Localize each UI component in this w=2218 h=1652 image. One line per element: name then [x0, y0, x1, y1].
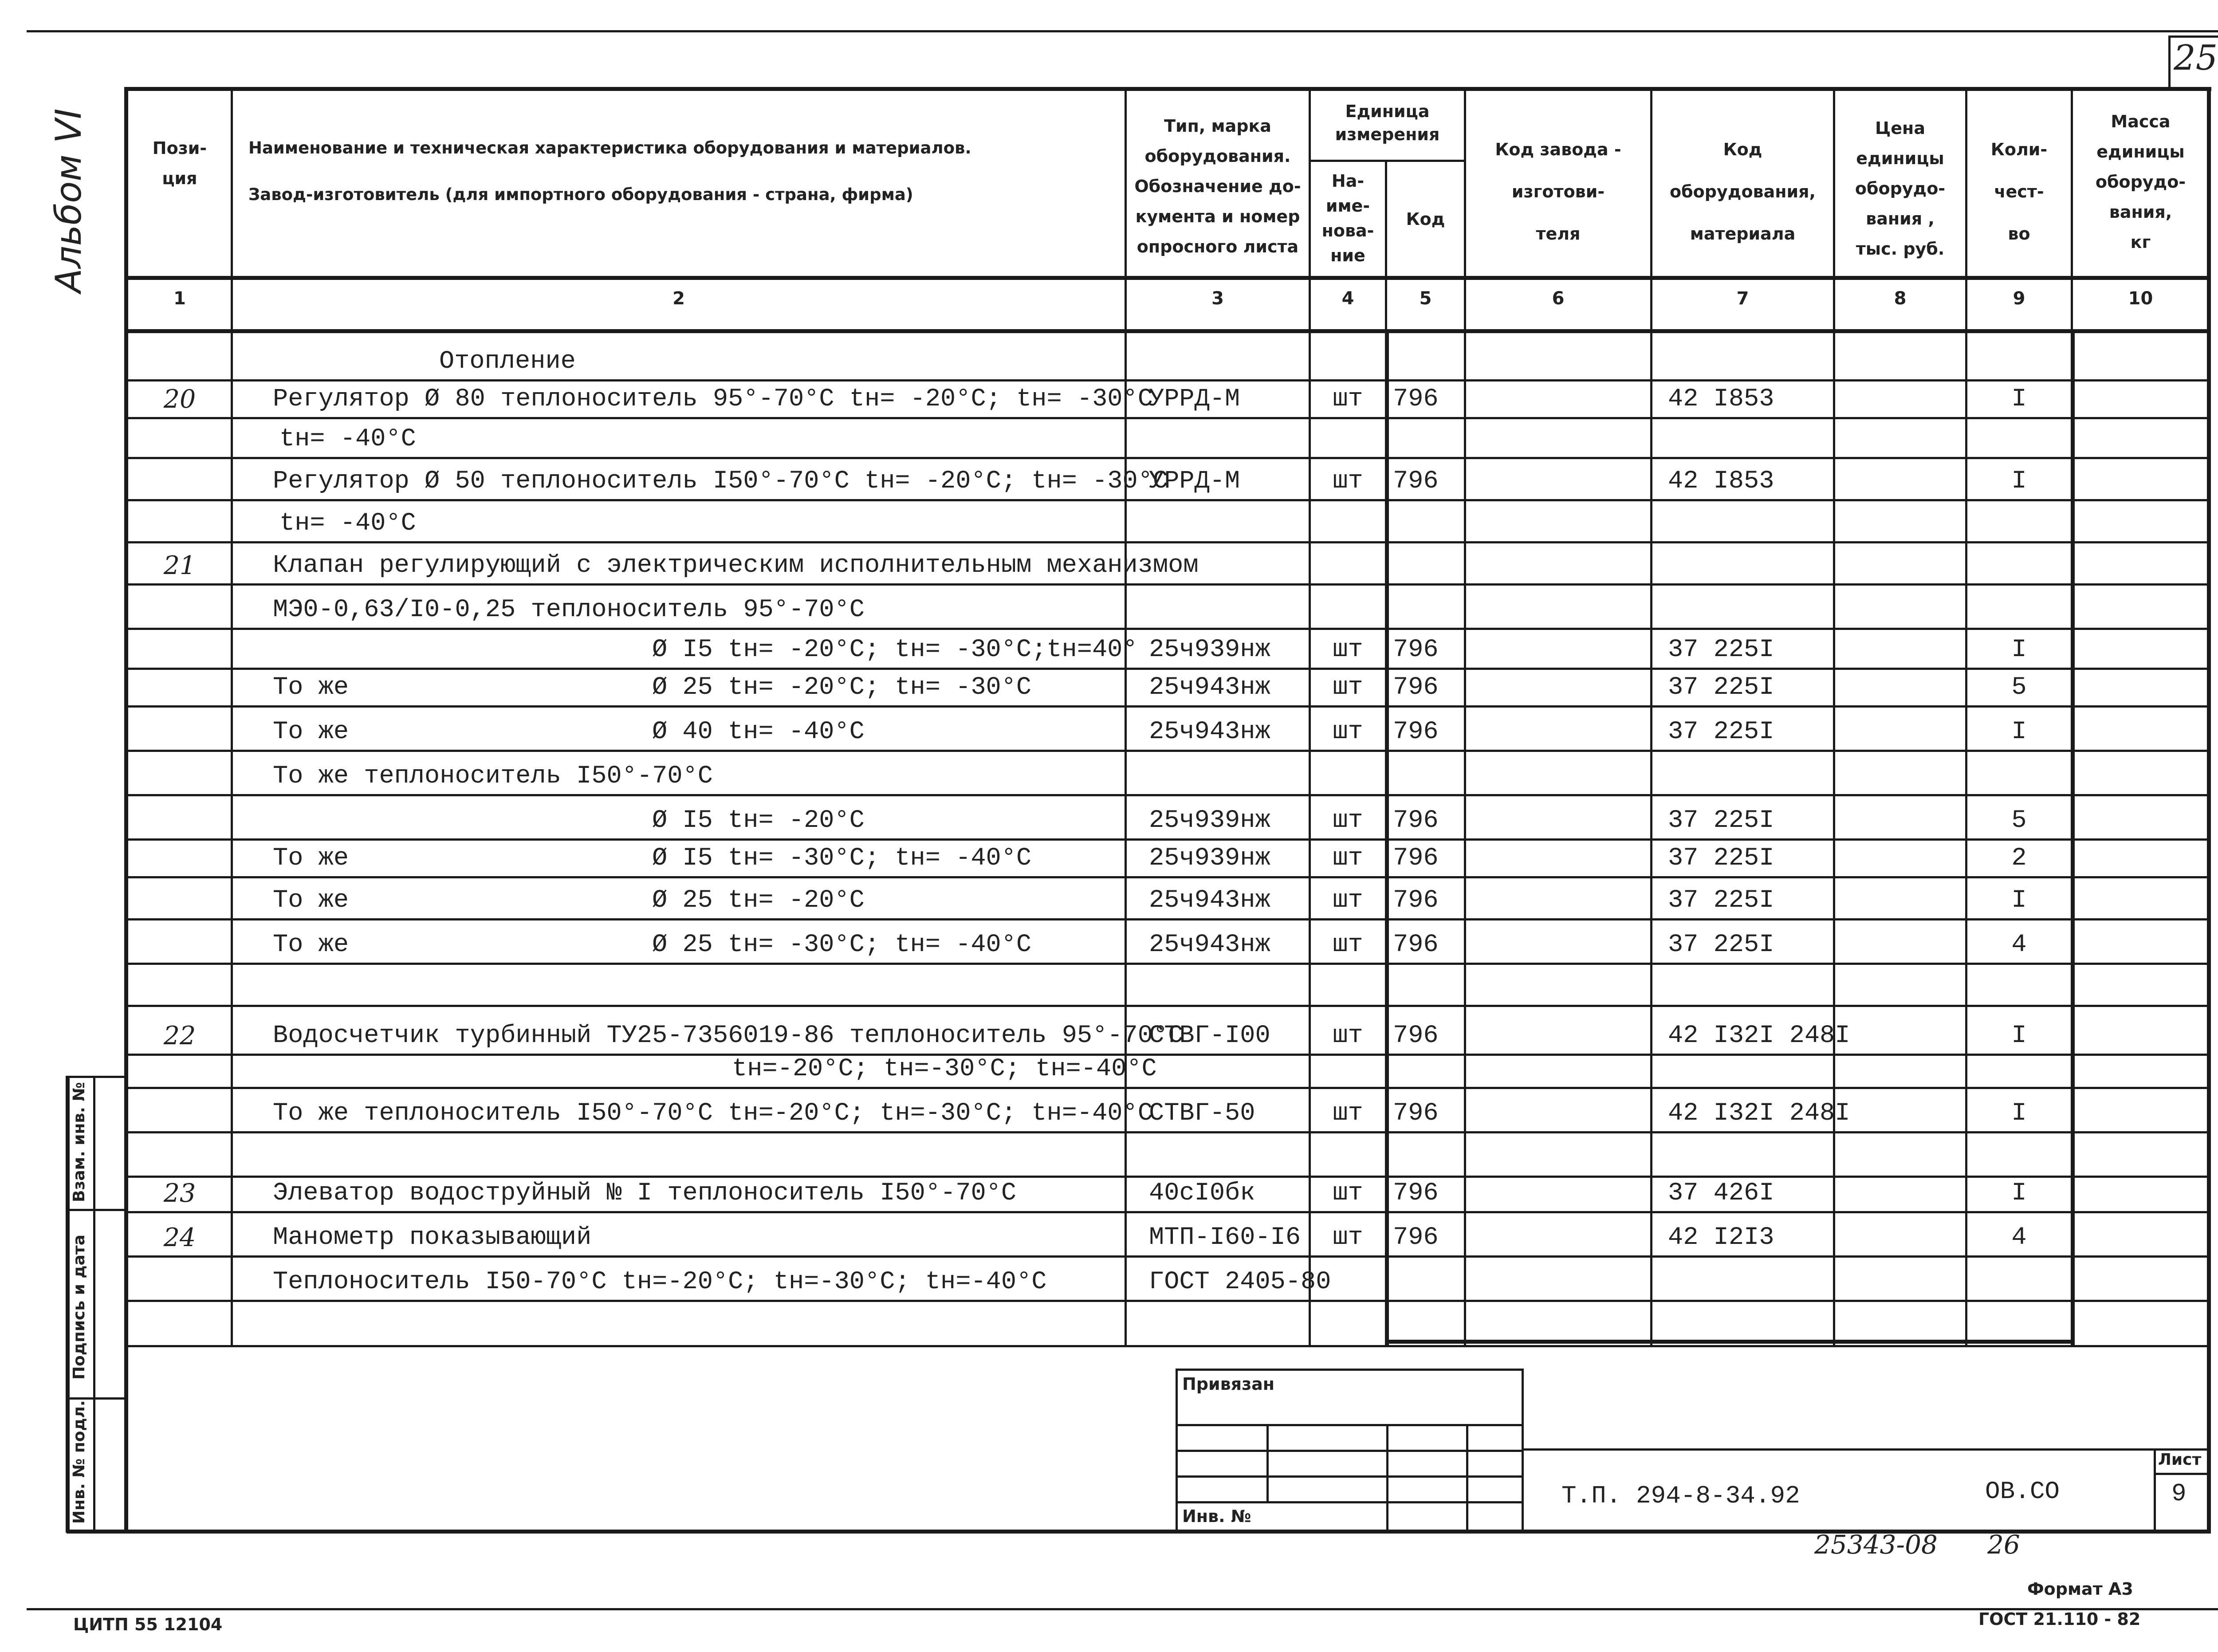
- table-row-position: 24: [163, 1223, 196, 1252]
- table-row-type: 25ч943нж: [1149, 886, 1270, 915]
- table-row-name: Теплоноситель I50-70°C tн=-20°C; tн=-30°C; tн=-40°C: [273, 1268, 1047, 1296]
- format-label: Формат А3: [2027, 1579, 2133, 1599]
- table-row-name: Регулятор Ø 50 теплоноситель I50°-70°C tн= -20°C; tн= -30°C: [273, 467, 1168, 496]
- header-quantity: Коли- чест- во: [1990, 140, 2048, 244]
- table-row-characteristic: Ø I5 tн= -20°C: [652, 806, 865, 835]
- table-row-characteristic: Ø 25 tн= -20°C; tн= -30°C: [652, 673, 1032, 702]
- table-row-unit: шт: [1333, 385, 1363, 413]
- sheet-number-box-top: [2168, 35, 2218, 38]
- archive-sheet: 26: [1987, 1530, 2020, 1560]
- table-row-equipment-code: 37 225I: [1668, 844, 1774, 873]
- table-row-unit: шт: [1333, 886, 1363, 915]
- table-row-type: 25ч943нж: [1149, 718, 1270, 746]
- table-row-characteristic: Ø I5 tн= -30°C; tн= -40°C: [652, 844, 1032, 873]
- stamp-privyazan: Привязан: [1182, 1374, 1275, 1394]
- table-row-separator: [126, 705, 2209, 708]
- table-row-unit-code: 796: [1393, 718, 1439, 746]
- table-row-quantity: 4: [2011, 1223, 2027, 1252]
- col-number-4: 4: [1341, 288, 1354, 309]
- table-row-unit-code: 796: [1393, 1022, 1439, 1050]
- table-row-equipment-code: 42 I2I3: [1668, 1223, 1774, 1252]
- table-row-position: 22: [163, 1021, 196, 1050]
- table-row-type: ГОСТ 2405-80: [1149, 1268, 1331, 1296]
- header-bottom: [126, 276, 2209, 280]
- stamp-col-1: [1266, 1424, 1269, 1501]
- album-label: Альбом VI: [48, 108, 89, 293]
- table-row-equipment-code: 37 426I: [1668, 1179, 1774, 1208]
- table-row-unit-code: 796: [1393, 1179, 1439, 1208]
- table-row-separator: [126, 838, 2209, 841]
- table-row-name: tн= -40°C: [279, 425, 416, 453]
- table-row-quantity: I: [2011, 636, 2027, 664]
- table-row-separator: [126, 750, 2209, 752]
- table-row-separator: [126, 1300, 2209, 1302]
- table-row-name: То же теплоноситель I50°-70°C: [273, 762, 713, 791]
- side-label-podpis: Подпись и дата: [70, 1235, 88, 1380]
- gost-label: ГОСТ 21.110 - 82: [1978, 1609, 2141, 1629]
- header-name-line1: Наименование и техническая характеристика оборудования и материалов.: [248, 138, 971, 157]
- doc-mark: ОВ.СО: [1985, 1477, 2060, 1506]
- stamp-inv-no: Инв. №: [1182, 1506, 1251, 1526]
- stamp-row-1: [1176, 1424, 1522, 1426]
- table-row-unit: шт: [1333, 467, 1363, 496]
- table-row-type: МТП-I60-I6: [1149, 1223, 1301, 1252]
- table-row-separator: [126, 457, 2209, 459]
- frame-left-border: [124, 87, 128, 1531]
- table-row-name: То же: [273, 886, 349, 915]
- table-row-unit: шт: [1333, 1022, 1363, 1050]
- table-row-equipment-code: 42 I32I 248I: [1668, 1099, 1850, 1128]
- table-row-unit-code: 796: [1393, 467, 1439, 496]
- table-row-unit: шт: [1333, 1223, 1363, 1252]
- doc-code-block-top: [1522, 1448, 2209, 1451]
- table-row-unit: шт: [1333, 806, 1363, 835]
- col-number-3: 3: [1211, 288, 1224, 309]
- table-row-type: УРРД-М: [1149, 467, 1240, 496]
- table-row-characteristic: Ø I5 tн= -20°C; tн= -30°C;tн=40°: [652, 636, 1138, 664]
- table-row-name: tн= -40°C: [279, 509, 416, 538]
- table-row-type: 25ч943нж: [1149, 931, 1270, 959]
- table-row-equipment-code: 42 I853: [1668, 467, 1774, 496]
- table-row-equipment-code: 37 225I: [1668, 886, 1774, 915]
- table-row-unit-code: 796: [1393, 844, 1439, 873]
- table-row-separator: [126, 628, 2209, 630]
- stamp-col-2: [1386, 1424, 1388, 1530]
- table-row-separator: [126, 499, 2209, 501]
- table-row-name: То же: [273, 844, 349, 873]
- sheet-number: 25: [2174, 38, 2218, 78]
- table-row-equipment-code: 37 225I: [1668, 636, 1774, 664]
- table-row-quantity: I: [2011, 718, 2027, 746]
- table-row-separator: [126, 1255, 2209, 1258]
- table-row-unit: шт: [1333, 718, 1363, 746]
- list-number: 9: [2171, 1479, 2187, 1508]
- table-row-unit-code: 796: [1393, 1099, 1439, 1128]
- side-strip-div1: [66, 1209, 126, 1211]
- table-row-quantity: 5: [2011, 673, 2027, 702]
- table-row-name: Регулятор Ø 80 теплоноситель 95°-70°C tн= -20°C; tн= -30°C: [273, 385, 1153, 413]
- table-row-separator: [126, 1131, 2209, 1133]
- table-row-unit: шт: [1333, 636, 1363, 664]
- header-unit-code: Код: [1406, 209, 1445, 229]
- table-row-unit: шт: [1333, 931, 1363, 959]
- header-position: Пози- ция: [152, 138, 207, 188]
- stamp-col-3: [1466, 1424, 1468, 1530]
- table-row-name: То же: [273, 718, 349, 746]
- table-row-type: 25ч939нж: [1149, 844, 1270, 873]
- table-row-name: Водосчетчик турбинный ТУ25-7356019-86 теплоноситель 95°-70°C: [273, 1022, 1184, 1050]
- table-row-characteristic: tн=-20°C; tн=-30°C; tн=-40°C: [732, 1055, 1157, 1083]
- side-strip-inner: [93, 1076, 95, 1533]
- table-row-type: 40сI0бк: [1149, 1179, 1255, 1208]
- side-strip-left: [66, 1076, 70, 1533]
- table-row-unit-code: 796: [1393, 636, 1439, 664]
- header-unit-name: На- име- нова- ние: [1321, 171, 1374, 265]
- table-row-quantity: 5: [2011, 806, 2027, 835]
- table-row-type: СТВГ-I00: [1149, 1022, 1270, 1050]
- side-label-inv-podl: Инв. № подл.: [70, 1400, 88, 1524]
- table-row-separator: [126, 918, 2209, 920]
- table-row-unit: шт: [1333, 673, 1363, 702]
- col-number-7: 7: [1736, 288, 1749, 309]
- col-number-1: 1: [173, 288, 186, 309]
- org-label: ЦИТП 55 12104: [73, 1615, 223, 1634]
- table-row-type: СТВГ-50: [1149, 1099, 1255, 1128]
- table-row-equipment-code: 37 225I: [1668, 718, 1774, 746]
- table-row-unit: шт: [1333, 1179, 1363, 1208]
- side-strip-div2: [66, 1397, 126, 1400]
- table-row-name: Манометр показывающий: [273, 1223, 592, 1252]
- table-row-name: Элеватор водоструйный № I теплоноситель I50°-70°C: [273, 1179, 1017, 1208]
- table-row-characteristic: Ø 25 tн= -30°C; tн= -40°C: [652, 931, 1032, 959]
- side-label-vzam: Взам. инв. №: [70, 1082, 88, 1202]
- data-area-bottom-thick: [1385, 1340, 2075, 1344]
- doc-code: Т.П. 294-8-34.92: [1561, 1482, 1800, 1510]
- table-row-equipment-code: 42 I32I 248I: [1668, 1022, 1850, 1050]
- table-row-type: 25ч939нж: [1149, 636, 1270, 664]
- table-row-quantity: I: [2011, 1022, 2027, 1050]
- table-row-quantity: I: [2011, 1099, 2027, 1128]
- table-row-quantity: 2: [2011, 844, 2027, 873]
- side-strip-top: [66, 1076, 126, 1078]
- table-row-quantity: I: [2011, 385, 2027, 413]
- table-row-unit-code: 796: [1393, 385, 1439, 413]
- stamp-row-4: [1176, 1501, 1522, 1503]
- table-row-separator: [126, 668, 2209, 670]
- table-row-unit: шт: [1333, 1099, 1363, 1128]
- table-row-unit-code: 796: [1393, 931, 1439, 959]
- table-row-type: 25ч939нж: [1149, 806, 1270, 835]
- table-row-separator: [126, 963, 2209, 965]
- table-row-position: 23: [163, 1179, 196, 1208]
- table-row-name: То же теплоноситель I50°-70°C tн=-20°C; tн=-30°C; tн=-40°C: [273, 1099, 1153, 1128]
- header-name-line2: Завод-изготовитель (для импортного оборудования - страна, фирма): [248, 185, 913, 204]
- table-row-name: Клапан регулирующий с электрическим исполнительным механизмом: [273, 551, 1199, 580]
- table-row-equipment-code: 37 225I: [1668, 931, 1774, 959]
- numbers-bottom: [126, 329, 2209, 333]
- table-row-quantity: 4: [2011, 931, 2027, 959]
- table-row-name: То же: [273, 931, 349, 959]
- table-row-position: 20: [163, 385, 196, 414]
- col-number-6: 6: [1552, 288, 1565, 309]
- list-box-divider: [2154, 1473, 2209, 1475]
- table-row-quantity: I: [2011, 886, 2027, 915]
- table-row-name: МЭ0-0,63/I0-0,25 теплоноситель 95°-70°C: [273, 596, 865, 624]
- col-number-10: 10: [2128, 288, 2153, 309]
- table-row-equipment-code: 37 225I: [1668, 806, 1774, 835]
- bottom-rule: [27, 1608, 2218, 1610]
- table-row-unit-code: 796: [1393, 806, 1439, 835]
- top-rule: [27, 30, 2218, 32]
- unit-group-divider: [1309, 160, 1464, 162]
- table-row-unit-code: 796: [1393, 1223, 1439, 1252]
- table-row-equipment-code: 42 I853: [1668, 385, 1774, 413]
- table-row-type: УРРД-М: [1149, 385, 1240, 413]
- table-row-unit-code: 796: [1393, 886, 1439, 915]
- header-mass: Масса единицы оборудо- вания, кг: [2095, 112, 2186, 252]
- stamp-row-3: [1176, 1475, 1522, 1478]
- archive-number: 25343-08: [1814, 1530, 1938, 1560]
- table-bottom-line: [126, 1345, 2209, 1347]
- col-number-8: 8: [1894, 288, 1907, 309]
- table-row-separator: [126, 1005, 2209, 1007]
- table-row-separator: [126, 1211, 2209, 1213]
- table-row-type: 25ч943нж: [1149, 673, 1270, 702]
- table-row-separator: [126, 1087, 2209, 1089]
- header-price: Цена единицы оборудо- вания , тыс. руб.: [1855, 118, 1946, 259]
- table-row-separator: [126, 379, 2209, 382]
- stamp-row-2: [1176, 1450, 1522, 1452]
- table-row-separator: [126, 794, 2209, 796]
- header-unit-group: Единица измерения: [1335, 102, 1440, 144]
- table-row-equipment-code: 37 225I: [1668, 673, 1774, 702]
- stamp-top: [1176, 1369, 1522, 1371]
- header-factory-code: Код завода - изготови- теля: [1495, 140, 1621, 244]
- table-row-characteristic: Ø 25 tн= -20°C: [652, 886, 865, 915]
- table-row-position: 21: [163, 551, 196, 580]
- table-row-separator: [126, 876, 2209, 878]
- header-equipment-code: Код оборудования, материала: [1670, 140, 1816, 244]
- table-row-unit: шт: [1333, 844, 1363, 873]
- table-row-separator: [126, 583, 2209, 586]
- sheet-number-box-left: [2168, 35, 2171, 89]
- col-number-9: 9: [2013, 288, 2025, 309]
- table-row-name: То же: [273, 673, 349, 702]
- table-row-separator: [126, 417, 2209, 419]
- table-top-border: [126, 87, 2211, 91]
- table-row-separator: [126, 1054, 2209, 1056]
- col-number-2: 2: [672, 288, 685, 309]
- header-type: Тип, марка оборудования. Обозначение до- кумента и номер опросного листа: [1134, 116, 1301, 256]
- table-row-unit-code: 796: [1393, 673, 1439, 702]
- table-row-name: Отопление: [439, 347, 576, 376]
- table-row-separator: [126, 541, 2209, 543]
- table-row-characteristic: Ø 40 tн= -40°C: [652, 718, 865, 746]
- list-box-left: [2154, 1448, 2156, 1530]
- table-row-quantity: I: [2011, 467, 2027, 496]
- list-label: Лист: [2158, 1451, 2202, 1469]
- col-number-5: 5: [1419, 288, 1432, 309]
- table-row-quantity: I: [2011, 1179, 2027, 1208]
